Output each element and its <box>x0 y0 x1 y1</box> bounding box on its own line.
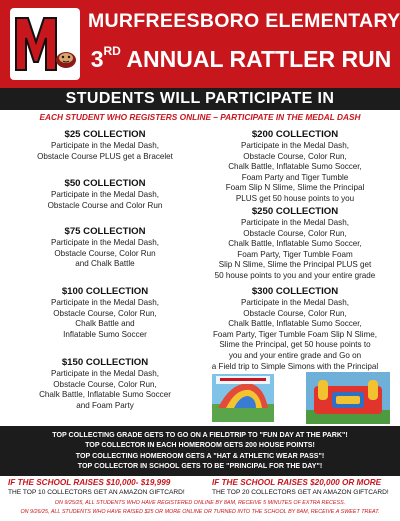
tier-line: Inflatable Sumo Soccer <box>63 329 147 339</box>
tier-line: Chalk Battle, Inflatable Sumo Soccer <box>39 390 171 400</box>
tier-line: Chalk Battle, Inflatable Sumo Soccer, <box>228 319 362 329</box>
school-name: MURFREESBORO ELEMENTARY <box>88 10 400 32</box>
tier-line: Obstacle Course, Color Run, <box>53 379 157 389</box>
tier-title: $150 COLLECTION <box>61 357 149 368</box>
tier-200 <box>196 129 394 205</box>
tier-150 <box>20 357 190 411</box>
fun-day-photo <box>212 374 274 422</box>
tier-line: Foam Party and Tiger Tumble <box>241 172 349 182</box>
tier-title: $50 COLLECTION <box>64 178 146 189</box>
tier-line: Obstacle Course, Color Run, <box>243 308 347 318</box>
tier-line: you and your entire grade and Go on <box>228 350 362 360</box>
tier-title: $250 COLLECTION <box>251 206 339 217</box>
tier-line: Participate in the Medal Dash, <box>51 141 159 150</box>
bonus-right-text: THE TOP 20 COLLECTORS GET AN AMAZON GIFTCARD! <box>212 489 389 496</box>
tier-line: Obstacle Course, Color Run, <box>53 308 157 318</box>
fun-day-event-photo-icon <box>212 374 274 422</box>
tier-title: $100 COLLECTION <box>61 286 149 297</box>
prize-line: TOP COLLECTOR IN SCHOOL GETS TO BE "PRINCIPAL FOR THE DAY"! <box>77 462 323 471</box>
inflatable-photo <box>306 372 390 424</box>
tier-line: Participate in the Medal Dash, <box>51 190 159 199</box>
tier-line: PLUS get 50 house points to you <box>235 193 355 203</box>
tier-250 <box>196 206 394 282</box>
tier-line: Obstacle Course, Color Run, <box>243 228 347 238</box>
school-logo <box>10 8 80 80</box>
prize-line: TOP COLLECTING GRADE GETS TO GO ON A FIELDTRIP TO "FUN DAY AT THE PARK"! <box>52 431 348 439</box>
tier-line: Participate in the Medal Dash, <box>51 369 159 378</box>
tier-50 <box>20 178 190 211</box>
inflatable-obstacle-photo-icon <box>306 372 390 424</box>
tier-75 <box>20 226 190 270</box>
footnote-treat: ON 9/26/25, ALL STUDENTS WHO HAVE RAISED $25 OR MORE ONLINE OR TURNED INTO THE SCHOOL BY 8AM, RECEIVE A SWEET TREAT. <box>20 509 380 515</box>
m-logo-icon <box>14 12 58 76</box>
tier-line: and Foam Party <box>76 400 134 410</box>
tier-line: Participate in the Medal Dash, <box>51 238 159 247</box>
tier-line: Obstacle Course, Color Run <box>54 248 156 258</box>
prize-line: TOP COLLECTING HOMEROOM GETS A "HAT & ATHLETIC WEAR PASS"! <box>75 451 325 460</box>
tier-line: Chalk Battle, Inflatable Sumo Soccer, <box>228 162 362 172</box>
tier-line: Participate in the Medal Dash, <box>241 141 349 150</box>
tier-line: Obstacle Course, Color Run, <box>243 151 347 161</box>
tier-line: Slime the Principal, get 50 house points to <box>219 340 371 350</box>
tier-title: $75 COLLECTION <box>64 226 146 237</box>
tier-line: Foam Slip N Slime, Slime the Principal <box>225 183 365 193</box>
tier-line: Chalk Battle, Inflatable Sumo Soccer, <box>228 239 362 249</box>
prize-list <box>0 426 400 476</box>
tier-title: $300 COLLECTION <box>251 286 339 297</box>
prize-line: TOP COLLECTOR IN EACH HOMEROOM GETS 200 HOUSE POINTS! <box>85 441 315 450</box>
tier-title: $25 COLLECTION <box>64 129 146 140</box>
tier-25 <box>20 129 190 162</box>
register-subheading: EACH STUDENT WHO REGISTERS ONLINE – PARTICIPATE IN THE MEDAL DASH <box>39 112 361 122</box>
tier-line: Chalk Battle and <box>75 319 135 329</box>
tier-line: Foam Party, Tiger Tumble Foam <box>237 249 353 259</box>
tier-line: a Field trip to Simple Simons with the Principal <box>211 361 379 371</box>
header-banner <box>0 0 400 88</box>
bonus-left-title: IF THE SCHOOL RAISES $10,000- $19,999 <box>8 478 171 487</box>
tier-line: Participate in the Medal Dash, <box>241 218 349 227</box>
participate-heading: STUDENTS WILL PARTICIPATE IN <box>0 88 400 110</box>
tier-line: Foam Party, Tiger Tumble Foam Slip N Slime, <box>212 329 378 339</box>
tier-line: Obstacle Course and Color Run <box>47 200 163 210</box>
tier-100 <box>20 286 190 340</box>
tier-line: 50 house points to you and your entire grade <box>214 270 376 280</box>
event-title: 3RD ANNUAL RATTLER RUN <box>90 44 392 72</box>
tier-line: and Chalk Battle <box>75 259 135 269</box>
footnote-recess: ON 9/25/25, ALL STUDENTS WHO HAVE REGISTERED ONLINE BY 8AM, RECEIVE 5 MINUTES OF EXTRA RECESS. <box>54 500 346 506</box>
tier-line: Participate in the Medal Dash, <box>51 298 159 307</box>
tier-line: Participate in the Medal Dash, <box>241 298 349 307</box>
tier-line: Slip N Slime, Slime the Principal PLUS get <box>218 260 372 270</box>
tier-300 <box>196 286 394 372</box>
bonus-left-text: THE TOP 10 COLLECTORS GET AN AMAZON GIFTCARD! <box>8 489 185 496</box>
tier-line: Obstacle Course PLUS get a Bracelet <box>37 151 173 161</box>
mascot-icon <box>54 46 78 70</box>
tier-title: $200 COLLECTION <box>251 129 339 140</box>
bonus-right-title: IF THE SCHOOL RAISES $20,000 OR MORE <box>212 478 382 487</box>
